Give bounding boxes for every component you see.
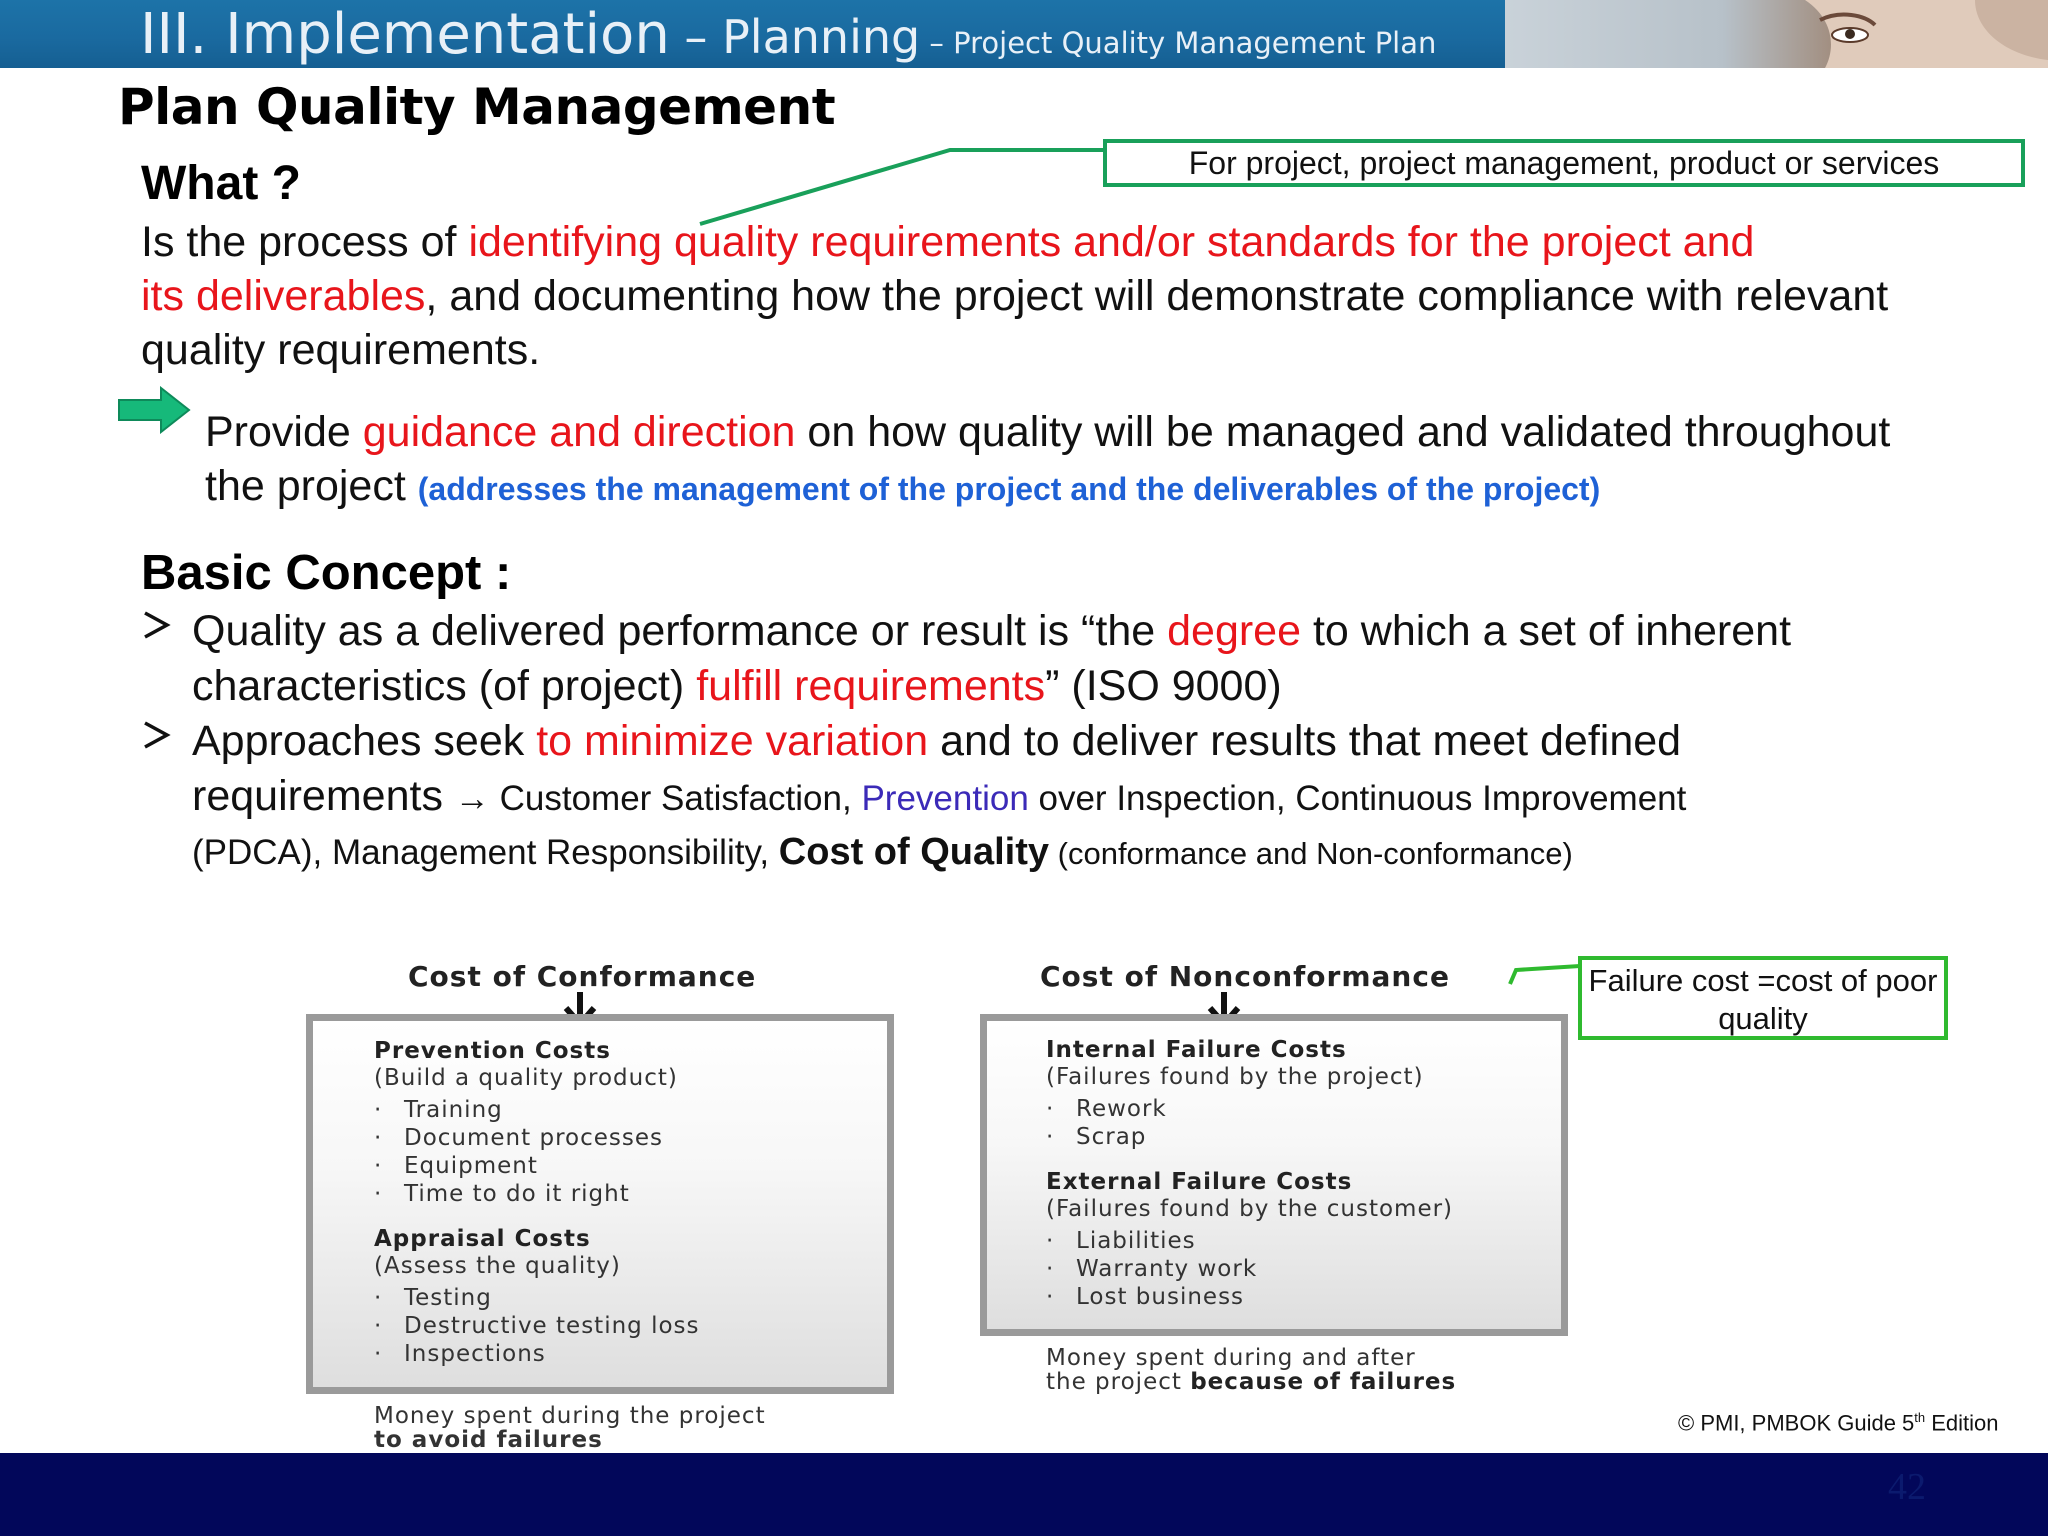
header-photo (1505, 0, 2048, 68)
concept-2-text-6: (PDCA), Management Responsibility, (192, 833, 779, 872)
right-arrow-icon (117, 386, 191, 434)
basic-concept-heading: Basic Concept : (141, 546, 512, 600)
copyright-notice (1678, 1410, 1999, 1436)
list-item: · Liabilities (1046, 1228, 1196, 1254)
failure-cost-callout: Failure cost =cost of poor quality (1578, 956, 1948, 1040)
guidance-text-3: the project (205, 462, 418, 510)
list-item: · Equipment (374, 1153, 538, 1179)
concept-2-text-4: Customer Satisfaction, (489, 779, 862, 818)
guidance-note: (addresses the management of the project and the deliverables of the project) (417, 471, 1601, 507)
what-definition (141, 215, 2021, 377)
page-title: Plan Quality Management (118, 78, 836, 136)
list-item: · Testing (374, 1285, 492, 1311)
header-subsection: Planning (722, 10, 921, 64)
nonconformance-note-line-2: the project (1046, 1369, 1191, 1395)
concept-1-text-3: characteristics (of project) (192, 662, 697, 710)
copyright-text: © PMI, PMBOK Guide 5 (1678, 1410, 1915, 1436)
list-item: · Scrap (1046, 1124, 1147, 1150)
failure-callout-connector (1506, 962, 1582, 988)
list-item: · Rework (1046, 1096, 1167, 1122)
what-heading: What ? (141, 157, 301, 210)
list-item: · Warranty work (1046, 1256, 1258, 1282)
conformance-note (374, 1404, 766, 1452)
list-item: · Inspections (374, 1341, 546, 1367)
header-section: III. Implementation (140, 2, 670, 67)
prevention-list (374, 1096, 700, 1208)
internal-failure-title: Internal Failure Costs (1046, 1037, 1347, 1063)
list-item: · Time to do it right (374, 1181, 630, 1207)
concept-bullet-1-marker (141, 604, 173, 659)
prevention-costs-sub: (Build a quality product) (374, 1065, 678, 1091)
concept-2-text: Approaches seek (192, 717, 537, 765)
what-highlight-2: its deliverables (141, 272, 426, 320)
conformance-note-line-2: to avoid failures (374, 1427, 603, 1453)
concept-2-text-2: and to deliver results that meet defined (928, 717, 1682, 765)
conformance-note-line-1: Money spent during the project (374, 1403, 766, 1429)
arrowhead-bullet-icon-2 (141, 715, 173, 755)
concept-bullet-1 (192, 604, 2032, 714)
header-sep-2: – (920, 26, 954, 60)
external-failure-title: External Failure Costs (1046, 1169, 1353, 1195)
face-image-icon (1505, 0, 2048, 68)
guidance-text: Provide (205, 408, 363, 456)
concept-2-coq: Cost of Quality (778, 831, 1050, 873)
header-sep-1: – (669, 10, 723, 64)
nonconformance-note-line-1: Money spent during and after (1046, 1345, 1416, 1371)
what-text: Is the process of (141, 218, 469, 266)
internal-failure-sub: (Failures found by the project) (1046, 1064, 1424, 1090)
scope-callout: For project, project management, product or services (1103, 139, 2025, 187)
nonconformance-note-emphasis: because of failures (1190, 1369, 1457, 1395)
what-text-2: , and documenting how the project will demonstrate compliance with relevant (425, 272, 1889, 320)
concept-bullet-2 (192, 714, 2032, 878)
concept-2-highlight: to minimize variation (536, 717, 929, 765)
arrowhead-bullet-icon (141, 605, 173, 645)
guidance-highlight: guidance and direction (362, 408, 796, 456)
guidance-statement (205, 405, 2035, 516)
list-item: · Destructive testing loss (374, 1313, 700, 1339)
copyright-sup: th (1914, 1410, 1926, 1425)
nonconformance-content (1046, 1037, 1453, 1311)
concept-1-highlight-2: fulfill requirements (696, 662, 1046, 710)
concept-1-highlight: degree (1167, 607, 1302, 655)
guidance-text-2: on how quality will be managed and validated throughout (795, 408, 1891, 456)
external-failure-sub: (Failures found by the customer) (1046, 1196, 1454, 1222)
appraisal-costs-sub: (Assess the quality) (374, 1253, 621, 1279)
copyright-edition: Edition (1925, 1410, 1999, 1436)
header-title (140, 2, 1436, 68)
concept-2-text-3: requirements (192, 772, 455, 820)
concept-1-text-2: to which a set of inherent (1301, 607, 1792, 655)
concept-2-arrow: → (454, 779, 490, 818)
nonconformance-title: Cost of Nonconformance (1040, 960, 1450, 993)
conformance-content (374, 1038, 700, 1368)
list-item: · Lost business (1046, 1284, 1245, 1310)
list-item: · Document processes (374, 1125, 663, 1151)
concept-2-text-5: over Inspection, Continuous Improvement (1028, 779, 1687, 818)
concept-bullet-2-marker (141, 714, 173, 769)
list-item: · Training (374, 1097, 503, 1123)
concept-2-prevention: Prevention (861, 779, 1029, 818)
concept-2-text-7: (conformance and Non-conformance) (1049, 836, 1573, 871)
footer-bar (0, 1453, 2048, 1536)
internal-failure-list (1046, 1095, 1453, 1151)
header-subsection-2: Project Quality Management Plan (953, 26, 1437, 60)
concept-1-text: Quality as a delivered performance or result is “the (192, 607, 1168, 655)
appraisal-costs-title: Appraisal Costs (374, 1226, 591, 1252)
external-failure-list (1046, 1227, 1453, 1311)
page-number: 42 (1888, 1466, 1926, 1508)
appraisal-list (374, 1284, 700, 1368)
conformance-title: Cost of Conformance (408, 960, 757, 993)
prevention-costs-title: Prevention Costs (374, 1038, 611, 1064)
what-highlight: identifying quality requirements and/or standards for the project and (468, 218, 1755, 266)
what-text-3: quality requirements. (141, 326, 541, 374)
nonconformance-note (1046, 1346, 1456, 1394)
concept-1-text-4: ” (ISO 9000) (1045, 662, 1282, 710)
